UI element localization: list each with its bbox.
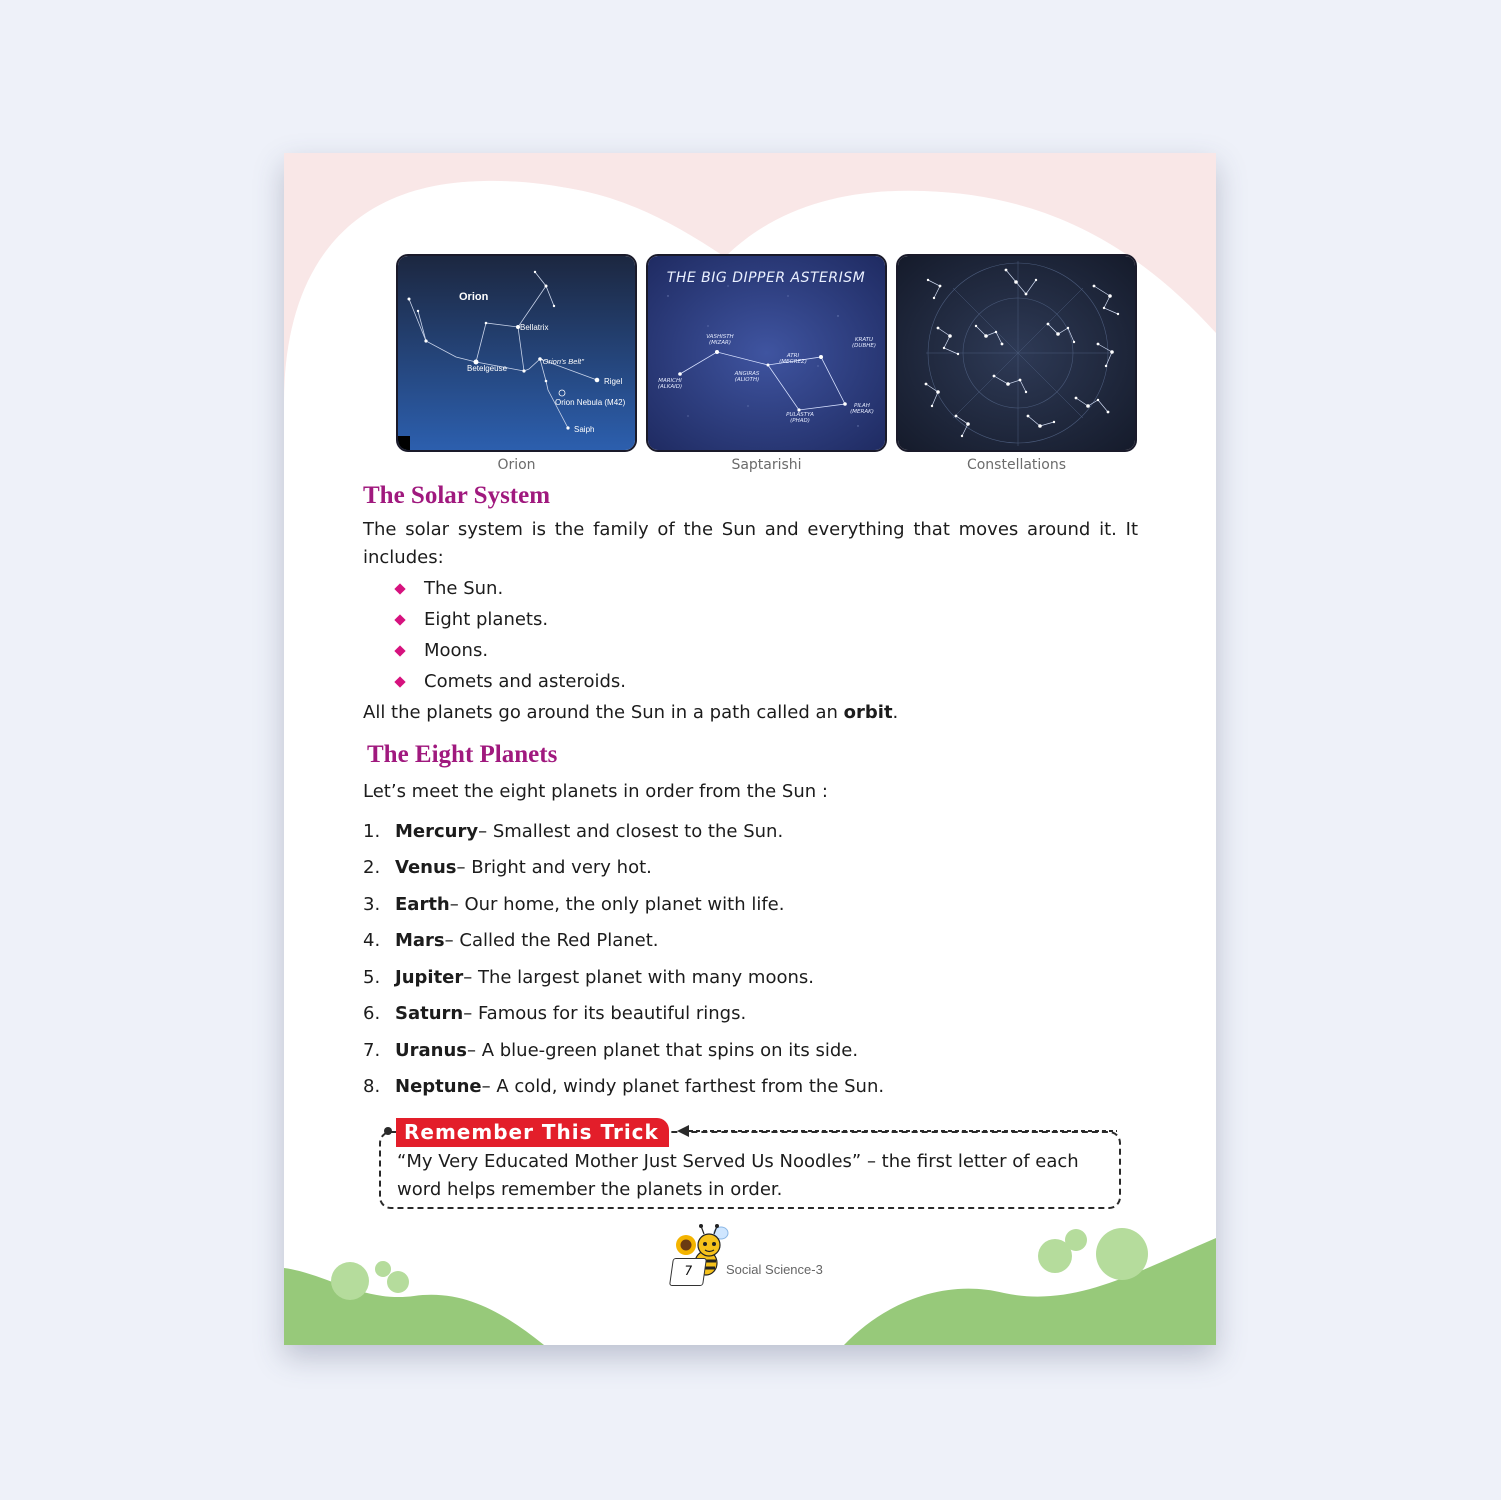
remember-trick-label: Remember This Trick [396, 1118, 669, 1147]
vashisth-alt-label: (MIZAR) [708, 340, 732, 346]
list-item: 4. Mars – Called the Red Planet. [363, 930, 659, 952]
list-item: 3. Earth – Our home, the only planet with life. [363, 893, 785, 915]
orion-photo [396, 254, 637, 452]
orions-belt-label: "Orion's Belt" [540, 357, 584, 366]
pilah-alt-label: (MERAK) [850, 409, 874, 415]
saptarishi-caption: Saptarishi [731, 457, 802, 473]
list-item: 8. Neptune – A cold, windy planet farthest from the Sun. [363, 1076, 885, 1098]
planet-list [363, 813, 884, 1105]
atri-label: ATRI [786, 353, 800, 359]
list-item: 7. Uranus – A blue-green planet that spins on its side. [363, 1039, 859, 1061]
list-item: The Sun. [396, 573, 626, 604]
bellatrix-label: Bellatrix [520, 323, 549, 332]
marichi-label: MARICHI [658, 378, 682, 384]
diamond-bullet-icon [394, 583, 405, 594]
list-item: 2. Venus – Bright and very hot. [363, 857, 652, 879]
textbook-page [284, 153, 1216, 1345]
solar-system-list [396, 573, 626, 697]
angiras-alt-label: (ALIOTH) [734, 377, 760, 383]
constellations-photo [896, 254, 1137, 452]
list-item: 5. Jupiter – The largest planet with many moons. [363, 966, 815, 988]
book-title: Social Science-3 [726, 1262, 823, 1277]
diamond-bullet-icon [394, 614, 405, 625]
orion-caption: Orion [497, 457, 536, 473]
marichi-alt-label: (ALKAID) [657, 384, 683, 390]
saptarishi-photo [646, 254, 887, 452]
big-dipper-title: THE BIG DIPPER ASTERISM [666, 270, 866, 286]
saiph-label: Saiph [574, 425, 595, 434]
pulastya-alt-label: (PHAD) [790, 418, 810, 424]
remember-trick-text: “My Very Educated Mother Just Served Us Noodles” – the first letter of each word helps remember the planets in order. [397, 1151, 1079, 1200]
vashisth-label: VASHISTH [706, 334, 734, 340]
list-item: Moons. [396, 635, 626, 666]
list-item: 1. Mercury – Smallest and closest to the Sun. [363, 820, 784, 842]
pilah-label: PILAH [854, 403, 870, 409]
orbit-term: orbit [843, 702, 893, 723]
atri-alt-label: (MEGREZ) [779, 359, 807, 365]
list-item: Eight planets. [396, 604, 626, 635]
constellations-caption: Constellations [966, 457, 1067, 473]
kratu-alt-label: (DUBHE) [852, 343, 876, 349]
arrow-left-icon [677, 1123, 1117, 1139]
orbit-sentence: All the planets go around the Sun in a path called an orbit. [363, 702, 899, 723]
orion-title-label: Orion [459, 291, 489, 303]
rigel-label: Rigel [604, 377, 623, 386]
diamond-bullet-icon [394, 645, 405, 656]
solar-system-intro: The solar system is the family of the Sun and everything that moves around it. It includes: [363, 519, 1138, 568]
page-number: 7 [669, 1258, 707, 1286]
list-item: 6. Saturn – Famous for its beautiful rings. [363, 1003, 747, 1025]
betelgeuse-label: Betelgeuse [467, 364, 508, 373]
list-item: Comets and asteroids. [396, 666, 626, 697]
solar-system-heading: The Solar System [363, 482, 551, 509]
angiras-label: ANGIRAS [734, 371, 760, 377]
eight-planets-heading: The Eight Planets [367, 741, 558, 768]
pulastya-label: PULASTYA [786, 412, 814, 418]
trick-dot-icon [384, 1127, 392, 1135]
kratu-label: KRATU [854, 337, 874, 343]
diamond-bullet-icon [394, 676, 405, 687]
orion-nebula-label: Orion Nebula (M42) [555, 398, 626, 407]
eight-planets-intro: Let’s meet the eight planets in order from the Sun : [363, 781, 828, 802]
